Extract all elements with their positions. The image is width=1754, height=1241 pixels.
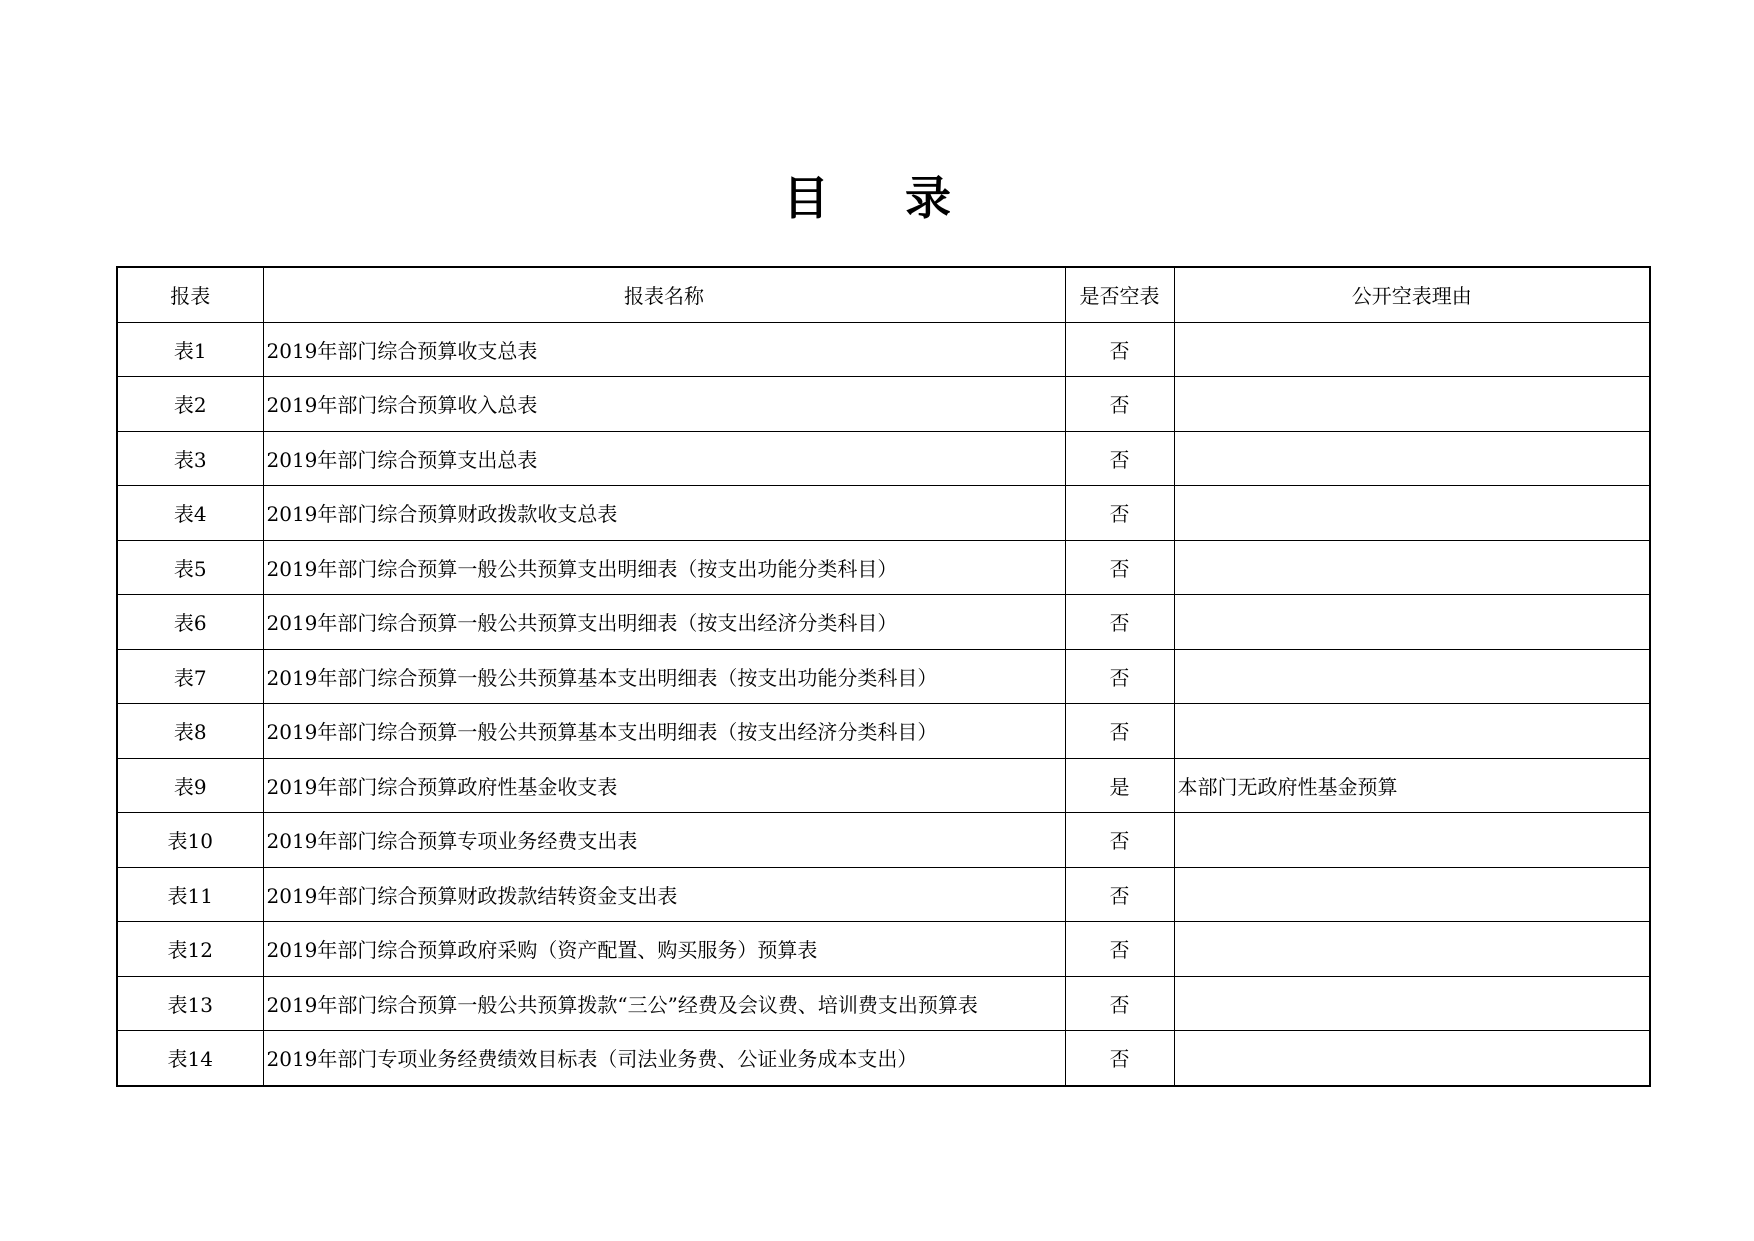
header-report-name: 报表名称 <box>263 267 1065 322</box>
report-name-cell: 2019年部门综合预算政府性基金收支表 <box>263 758 1065 813</box>
table-row <box>117 704 1650 759</box>
table-row <box>117 758 1650 813</box>
report-id-cell: 表11 <box>117 867 263 922</box>
report-name-cell: 2019年部门综合预算收支总表 <box>263 322 1065 377</box>
table-row <box>117 595 1650 650</box>
report-name-cell: 2019年部门综合预算收入总表 <box>263 377 1065 432</box>
table-header-row <box>117 267 1650 322</box>
is-empty-cell: 否 <box>1065 1031 1174 1086</box>
report-table <box>116 266 1651 1087</box>
table-row <box>117 486 1650 541</box>
page-title: 目 录 <box>782 171 981 225</box>
report-name-cell: 2019年部门综合预算财政拨款收支总表 <box>263 486 1065 541</box>
report-id-cell: 表14 <box>117 1031 263 1086</box>
report-name-cell: 2019年部门专项业务经费绩效目标表（司法业务费、公证业务成本支出） <box>263 1031 1065 1086</box>
report-id-cell: 表5 <box>117 540 263 595</box>
empty-reason-cell <box>1174 377 1650 432</box>
table-row <box>117 867 1650 922</box>
header-is-empty: 是否空表 <box>1065 267 1174 322</box>
report-name-cell: 2019年部门综合预算一般公共预算基本支出明细表（按支出功能分类科目） <box>263 649 1065 704</box>
report-id-cell: 表13 <box>117 976 263 1031</box>
empty-reason-cell <box>1174 431 1650 486</box>
empty-reason-cell <box>1174 704 1650 759</box>
report-id-cell: 表6 <box>117 595 263 650</box>
is-empty-cell: 否 <box>1065 867 1174 922</box>
is-empty-cell: 否 <box>1065 377 1174 432</box>
report-id-cell: 表4 <box>117 486 263 541</box>
table-row <box>117 976 1650 1031</box>
report-name-cell: 2019年部门综合预算一般公共预算拨款“三公”经费及会议费、培训费支出预算表 <box>263 976 1065 1031</box>
table-header <box>117 267 1650 322</box>
table-row <box>117 431 1650 486</box>
is-empty-cell: 否 <box>1065 595 1174 650</box>
table-row <box>117 813 1650 868</box>
is-empty-cell: 否 <box>1065 813 1174 868</box>
table-row <box>117 922 1650 977</box>
report-name-cell: 2019年部门综合预算一般公共预算基本支出明细表（按支出经济分类科目） <box>263 704 1065 759</box>
is-empty-cell: 否 <box>1065 486 1174 541</box>
is-empty-cell: 是 <box>1065 758 1174 813</box>
empty-reason-cell <box>1174 486 1650 541</box>
report-id-cell: 表12 <box>117 922 263 977</box>
is-empty-cell: 否 <box>1065 704 1174 759</box>
table-row <box>117 377 1650 432</box>
is-empty-cell: 否 <box>1065 922 1174 977</box>
table-row <box>117 649 1650 704</box>
empty-reason-cell <box>1174 922 1650 977</box>
empty-reason-cell <box>1174 649 1650 704</box>
header-empty-reason: 公开空表理由 <box>1174 267 1650 322</box>
empty-reason-cell <box>1174 1031 1650 1086</box>
empty-reason-cell: 本部门无政府性基金预算 <box>1174 758 1650 813</box>
report-name-cell: 2019年部门综合预算专项业务经费支出表 <box>263 813 1065 868</box>
report-name-cell: 2019年部门综合预算一般公共预算支出明细表（按支出功能分类科目） <box>263 540 1065 595</box>
empty-reason-cell <box>1174 595 1650 650</box>
empty-reason-cell <box>1174 322 1650 377</box>
table-row <box>117 322 1650 377</box>
table-row <box>117 1031 1650 1086</box>
empty-reason-cell <box>1174 540 1650 595</box>
report-id-cell: 表9 <box>117 758 263 813</box>
is-empty-cell: 否 <box>1065 976 1174 1031</box>
report-name-cell: 2019年部门综合预算财政拨款结转资金支出表 <box>263 867 1065 922</box>
empty-reason-cell <box>1174 813 1650 868</box>
report-id-cell: 表3 <box>117 431 263 486</box>
table-row <box>117 540 1650 595</box>
report-name-cell: 2019年部门综合预算支出总表 <box>263 431 1065 486</box>
report-id-cell: 表1 <box>117 322 263 377</box>
report-name-cell: 2019年部门综合预算一般公共预算支出明细表（按支出经济分类科目） <box>263 595 1065 650</box>
is-empty-cell: 否 <box>1065 322 1174 377</box>
header-report-id: 报表 <box>117 267 263 322</box>
is-empty-cell: 否 <box>1065 431 1174 486</box>
empty-reason-cell <box>1174 867 1650 922</box>
report-id-cell: 表8 <box>117 704 263 759</box>
report-id-cell: 表2 <box>117 377 263 432</box>
is-empty-cell: 否 <box>1065 649 1174 704</box>
report-id-cell: 表7 <box>117 649 263 704</box>
is-empty-cell: 否 <box>1065 540 1174 595</box>
table-body <box>117 322 1650 1086</box>
empty-reason-cell <box>1174 976 1650 1031</box>
report-name-cell: 2019年部门综合预算政府采购（资产配置、购买服务）预算表 <box>263 922 1065 977</box>
report-id-cell: 表10 <box>117 813 263 868</box>
